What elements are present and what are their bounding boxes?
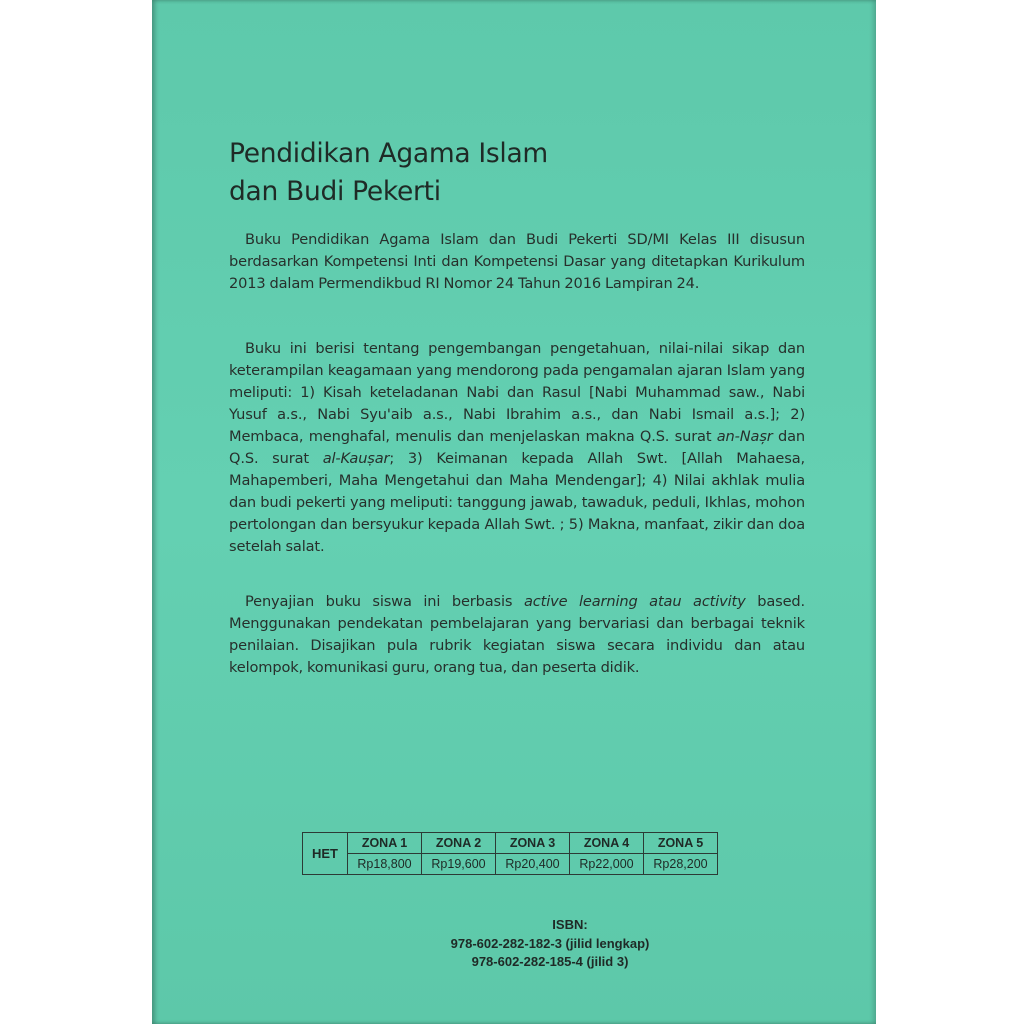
- title-line-1: Pendidikan Agama Islam: [229, 138, 548, 169]
- title-line-2: dan Budi Pekerti: [229, 176, 441, 207]
- zone-header: ZONA 4: [570, 833, 644, 854]
- zone-price: Rp18,800: [348, 854, 422, 875]
- zone-price: Rp28,200: [644, 854, 718, 875]
- isbn-line-complete-set: 978-602-282-182-3 (jilid lengkap): [450, 935, 650, 951]
- zone-header: ZONA 1: [348, 833, 422, 854]
- price-table-header-row: [303, 833, 718, 854]
- zone-header: ZONA 2: [422, 833, 496, 854]
- active-learning-term: active learning atau activity: [523, 593, 746, 610]
- description-paragraph-2: [229, 338, 805, 558]
- paragraph-3-text-b: based. Menggunakan pendekatan pembelajaran yang bervariasi dan berbagai teknik penilaian. Disajikan pula rubrik kegiatan siswa secara individu dan atau kelompok, komunikasi guru, orang tua, dan peserta didik.: [229, 593, 806, 676]
- book-title: [229, 135, 789, 211]
- het-label: HET: [303, 833, 348, 875]
- price-table: [302, 832, 718, 875]
- zone-price: Rp20,400: [496, 854, 570, 875]
- paragraph-2-text-b: dan Q.S. surat: [229, 428, 805, 467]
- isbn-line-volume-3: 978-602-282-185-4 (jilid 3): [471, 954, 629, 969]
- zone-header: ZONA 5: [644, 833, 718, 854]
- isbn-label: ISBN:: [552, 917, 588, 932]
- paragraph-3-text-a: Penyajian buku siswa ini berbasis: [245, 593, 524, 610]
- description-paragraph-1: [229, 229, 805, 295]
- price-table-price-row: [303, 854, 718, 875]
- paragraph-2-text-a: Buku ini berisi tentang pengembangan pengetahuan, nilai-nilai sikap dan keterampilan keagamaan yang mendorong pada pengamalan ajaran Islam yang meliputi: 1) Kisah keteladanan Nabi dan Rasul [Nabi Muhammad saw., Nabi Yusuf a.s., Nabi Syu'aib a.s., Nabi Ibrahim a.s., dan Nabi Ismail a.s.]; 2) Membaca, menghafal, menulis dan menjelaskan makna Q.S. surat: [229, 340, 805, 445]
- zone-header: ZONA 3: [496, 833, 570, 854]
- paragraph-2-text-c: ; 3) Keimanan kepada Allah Swt. [Allah Mahaesa, Mahapemberi, Maha Mengetahui dan Maha Mendengar]; 4) Nilai akhlak mulia dan budi pekerti yang meliputi: tanggung jawab, tawaduk, peduli, Ikhlas, mohon pertolongan dan bersyukur kepada Allah Swt. ; 5) Makna, manfaat, zikir dan doa setelah salat.: [229, 450, 805, 555]
- surah-an-nasr: an-Nașr: [716, 428, 773, 445]
- zone-price: Rp19,600: [422, 854, 496, 875]
- paragraph-1-text: Buku Pendidikan Agama Islam dan Budi Pekerti SD/MI Kelas III disusun berdasarkan Kompetensi Inti dan Kompetensi Dasar yang ditetapkan Kurikulum 2013 dalam Permendikbud RI Nomor 24 Tahun 2016 Lampiran 24.: [229, 231, 805, 292]
- description-paragraph-3: [229, 591, 805, 679]
- isbn-block: [390, 916, 710, 972]
- surah-al-kausar: al-Kauṣar: [322, 450, 390, 467]
- zone-price: Rp22,000: [570, 854, 644, 875]
